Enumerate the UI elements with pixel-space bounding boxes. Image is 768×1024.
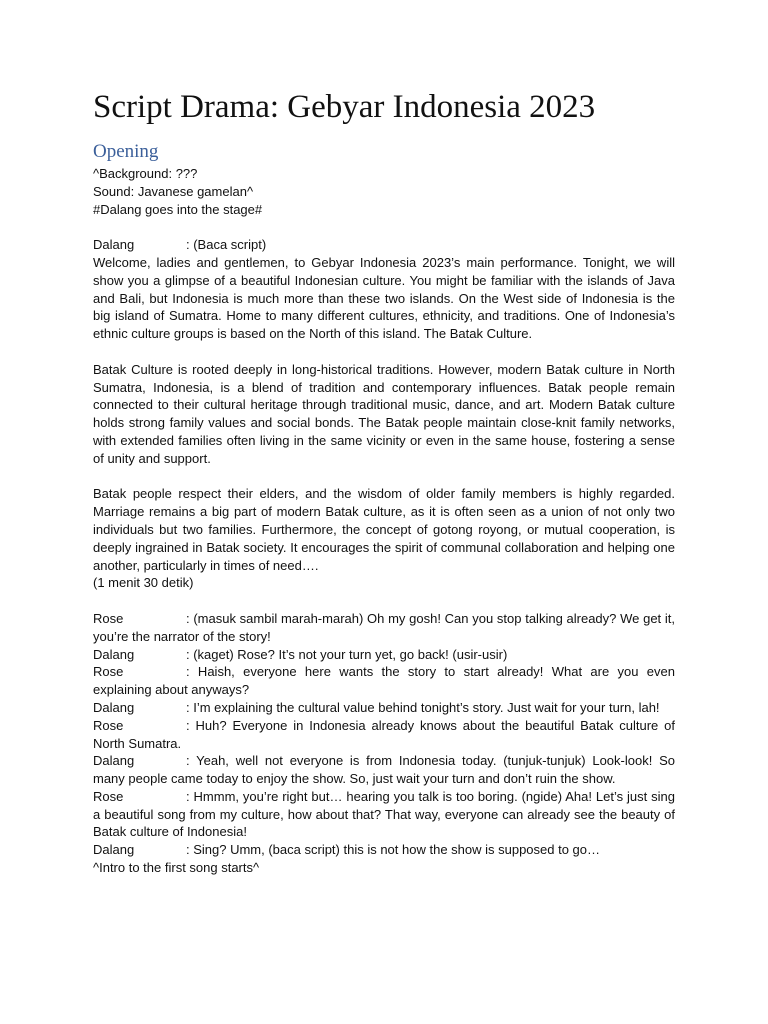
speaker-name: Rose (93, 664, 124, 680)
narration-paragraph-3: Batak people respect their elders, and the wisdom of older family members is highly regarded. Marriage remains a big part of modern Batak culture, as it is often seen as a union of not only two individuals but two families. Furthermore, the concept of gotong royong, or mutual cooperation, is deeply ingrained in Batak society. It encourages the spirit of communal collaboration and helping one another, particularly in times of need…. (93, 486, 675, 573)
blank-line (93, 592, 675, 610)
dialogue-line (93, 663, 675, 699)
speaker-name: Dalang (93, 646, 135, 662)
dialogue-text: : Sing? Umm, (baca script) this is not how the show is supposed to go… (186, 842, 601, 858)
stage-cue-song: ^Intro to the first song starts^ (93, 860, 260, 876)
narration-paragraph-2: Batak Culture is rooted deeply in long-historical traditions. However, modern Batak culture in North Sumatra, Indonesia, is a blend of tradition and contemporary influences. Batak people remain connected to their cultural heritage through traditional music, dance, and art. Modern Batak culture holds strong family values and social bonds. The Batak people maintain close-knit family networks, with extended families often living in the same vicinity or even in the same house, fostering a sense of unity and support. (93, 361, 675, 466)
dialogue-text: : (masuk sambil marah-marah) Oh my gosh! Can you stop talking already? We get it, you’re the narrator of the story! (93, 610, 675, 644)
dialogue-text: : (kaget) Rose? It’s not your turn yet, go back! (usir-usir) (186, 646, 508, 662)
speaker-name: Dalang (93, 753, 135, 769)
duration-note: (1 menit 30 detik) (93, 575, 194, 591)
narration-paragraph-1: Welcome, ladies and gentlemen, to Gebyar Indonesia 2023’s main performance. Tonight, we will show you a glimpse of a beautiful Indonesian culture. You might be familiar with the islands of Java and Bali, but Indonesia is much more than these two islands. On the West side of Indonesia is the big island of Sumatra. Home to many different cultures, ethnicity, and traditions. One of Indonesia’s ethnic culture groups is based on the North of this island. The Batak Culture. (93, 254, 675, 342)
stage-cue-background: ^Background: ??? (93, 166, 198, 181)
stage-cue-sound: Sound: Javanese gamelan^ (93, 183, 254, 199)
speaker-name: Rose (93, 788, 124, 804)
dialogue-line (93, 841, 675, 859)
dialogue-text: : Hmmm, you’re right but… hearing you talk is too boring. (ngide) Aha! Let’s just sing a beautiful song from my culture, how about that? That way, everyone can already see the beauty of Batak culture of Indonesia! (93, 788, 675, 840)
blank-line (93, 468, 675, 486)
speaker-name: Rose (93, 610, 124, 626)
section-heading-opening: Opening (93, 141, 159, 162)
speaker-name: Rose (93, 717, 124, 733)
blank-line (93, 218, 675, 236)
speaker-name: Dalang (93, 699, 135, 715)
dialogue-line (93, 788, 675, 841)
document-title: Script Drama: Gebyar Indonesia 2023 (93, 89, 596, 125)
dialogue-text: : Huh? Everyone in Indonesia already knows about the beautiful Batak culture of North Sumatra. (93, 717, 675, 751)
dialogue-text: : Haish, everyone here wants the story to start already! What are you even explaining about anyways? (93, 664, 675, 698)
stage-cue-entrance: #Dalang goes into the stage# (93, 201, 263, 217)
dialogue-block (93, 610, 675, 859)
speaker-name: Dalang (93, 237, 135, 253)
speaker-name: Dalang (93, 842, 135, 858)
dialogue-line (93, 717, 675, 753)
dialogue-text: : I’m explaining the cultural value behind tonight’s story. Just wait for your turn, lah! (186, 699, 660, 715)
dialogue-text: : Yeah, well not everyone is from Indonesia today. (tunjuk-tunjuk) Look-look! So many people came today to enjoy the show. So, just wait your turn and don’t ruin the show. (93, 753, 675, 787)
intro-dialogue-line (93, 236, 675, 254)
dialogue-line (93, 752, 675, 788)
dialogue-line (93, 646, 675, 664)
dialogue-line (93, 699, 675, 717)
blank-line (93, 343, 675, 361)
dialogue-text: : (Baca script) (186, 237, 267, 253)
dialogue-line (93, 610, 675, 646)
document-body (93, 140, 675, 877)
